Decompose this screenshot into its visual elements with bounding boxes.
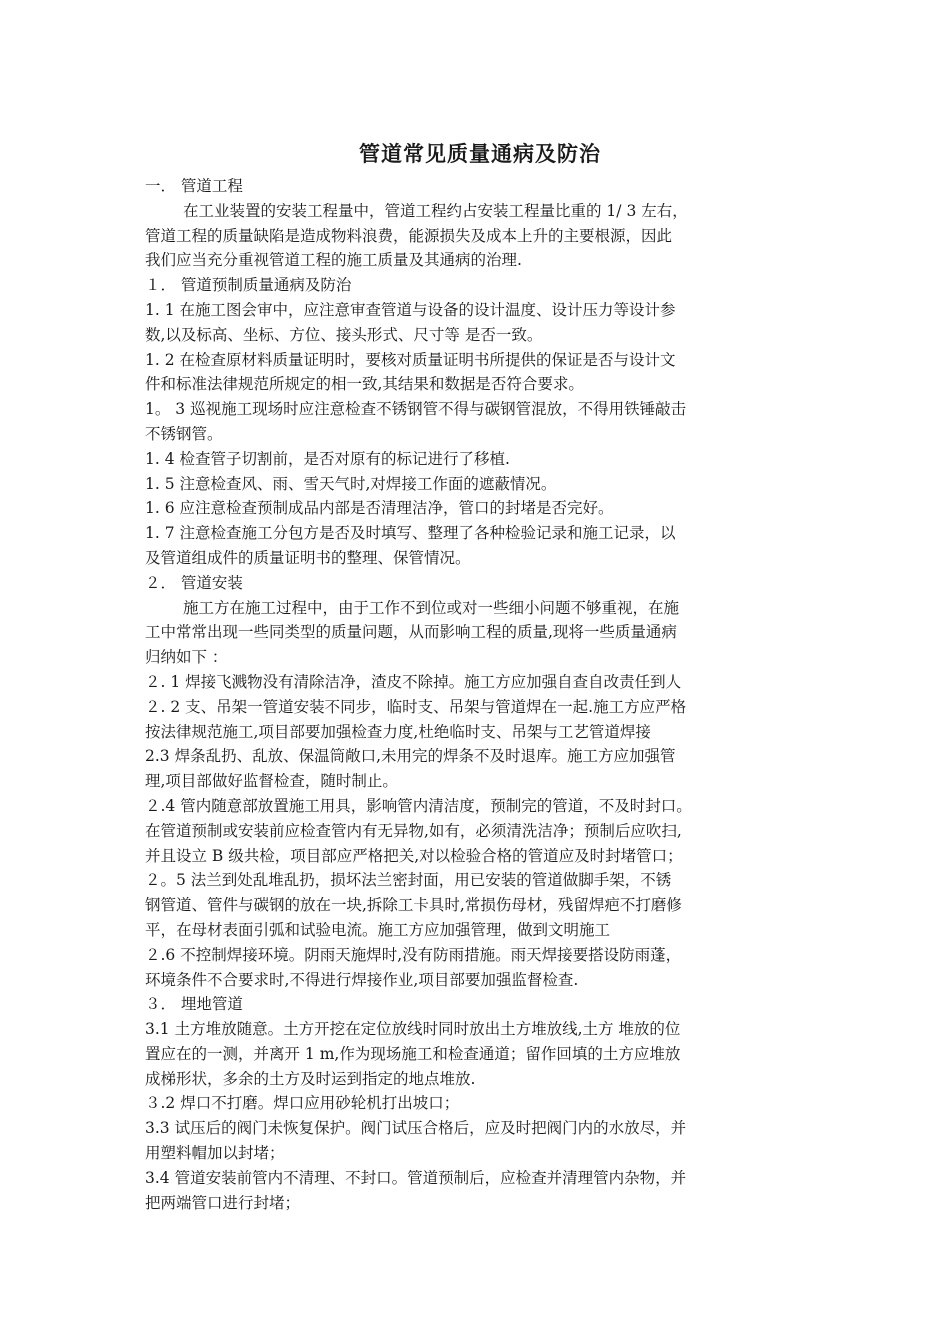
text-line: ２. 1 焊接飞溅物没有清除洁净，渣皮不除掉。施工方应加强自查自改责任到人 bbox=[145, 672, 682, 691]
text-line: 我们应当充分重视管道工程的施工质量及其通病的治理. bbox=[145, 251, 522, 270]
text-line: ３． 埋地管道 bbox=[145, 995, 243, 1014]
text-line: 2.3 焊条乱扔、乱放、保温筒敞口,未用完的焊条不及时退库。施工方应加强管 bbox=[145, 747, 676, 766]
text-line: 环境条件不合要求时,不得进行焊接作业,项目部要加强监督检查. bbox=[145, 970, 579, 989]
text-line: 件和标准法律规范所规定的相一致,其结果和数据是否符合要求。 bbox=[145, 375, 584, 394]
text-line: 成梯形状，多余的土方及时运到指定的地点堆放. bbox=[145, 1069, 476, 1088]
text-line: 1。 3 巡视施工现场时应注意检查不锈钢管不得与碳钢管混放，不得用铁锤敲击 bbox=[145, 400, 687, 419]
document-page bbox=[145, 140, 815, 1215]
text-line: 3.1 土方堆放随意。土方开挖在定位放线时同时放出土方堆放线,土方 堆放的位 bbox=[145, 1020, 681, 1039]
text-line: 在管道预制或安装前应检查管内有无异物,如有，必须清洗洁净；预制后应吹扫, bbox=[145, 821, 682, 840]
text-line: 工中常常出现一些同类型的质量问题，从而影响工程的质量,现将一些质量通病 bbox=[145, 623, 677, 642]
text-line: 不锈钢管。 bbox=[145, 424, 223, 443]
text-line: 平，在母材表面引弧和试验电流。施工方应加强管理，做到文明施工 bbox=[145, 920, 611, 939]
text-line: ２.4 管内随意部放置施工用具，影响管内清洁度，预制完的管道，不及时封口。 bbox=[145, 796, 692, 815]
text-line: 理,项目部做好监督检查，随时制止。 bbox=[145, 772, 398, 791]
text-line: 1. 7 注意检查施工分包方是否及时填写、整理了各种检验记录和施工记录，以 bbox=[145, 524, 676, 543]
text-line: ２. 2 支、吊架一管道安装不同步，临时支、吊架与管道焊在一起.施工方应严格 bbox=[145, 697, 687, 716]
text-line: ２。5 法兰到处乱堆乱扔，损坏法兰密封面，用已安装的管道做脚手架，不锈 bbox=[145, 871, 672, 890]
text-line: 置应在的一测，并离开 1 m,作为现场施工和检查通道；留作回填的土方应堆放 bbox=[145, 1044, 681, 1063]
text-line: 按法律规范施工,项目部要加强检查力度,杜绝临时支、吊架与工艺管道焊接 bbox=[145, 722, 651, 741]
document-title: 管道常见质量通病及防治 bbox=[359, 142, 601, 166]
text-line: 一． 管道工程 bbox=[145, 177, 243, 195]
text-line: 1. 1 在施工图会审中，应注意审查管道与设备的设计温度、设计压力等设计参 bbox=[145, 300, 676, 319]
text-line: 1. 5 注意检查风、雨、雪天气时,对焊接工作面的遮蔽情况。 bbox=[145, 474, 557, 493]
text-line: ２.6 不控制焊接环境。阴雨天施焊时,没有防雨措施。雨天焊接要搭设防雨蓬， bbox=[145, 945, 682, 964]
text-line: 并且设立 B 级共检，项目部应严格把关,对以检验合格的管道应及时封堵管口； bbox=[145, 846, 683, 865]
text-line: 管道工程的质量缺陷是造成物料浪费，能源损失及成本上升的主要根源，因此 bbox=[145, 226, 673, 245]
text-line: ２． 管道安装 bbox=[145, 573, 243, 592]
text-line: 1. 2 在检查原材料质量证明时，要核对质量证明书所提供的保证是否与设计文 bbox=[145, 350, 676, 369]
text-line: 把两端管口进行封堵； bbox=[145, 1193, 301, 1212]
text-line: 3.4 管道安装前管内不清理、不封口。管道预制后，应检查并清理管内杂物，并 bbox=[145, 1168, 687, 1187]
text-line: 钢管道、管件与碳钢的放在一块,拆除工卡具时,常损伤母材，残留焊疤不打磨修 bbox=[145, 896, 682, 915]
text-line: 在工业装置的安装工程量中，管道工程约占安装工程量比重的 1/ 3 左右， bbox=[183, 201, 688, 220]
document-body bbox=[145, 174, 815, 1215]
text-line: 归纳如下 ： bbox=[145, 648, 228, 667]
text-line: 用塑料帽加以封堵； bbox=[145, 1144, 285, 1163]
text-line: １． 管道预制质量通病及防治 bbox=[145, 276, 352, 295]
text-line: 1. 4 检查管子切割前，是否对原有的标记进行了移植. bbox=[145, 449, 510, 468]
text-line: 1. 6 应注意检查预制成品内部是否清理洁净，管口的封堵是否完好。 bbox=[145, 499, 614, 518]
text-line: 施工方在施工过程中，由于工作不到位或对一些细小问题不够重视，在施 bbox=[183, 598, 680, 617]
text-line: 数,以及标高、坐标、方位、接头形式、尺寸等 是否一致。 bbox=[145, 325, 543, 344]
text-line: ３.2 焊口不打磨。焊口应用砂轮机打出坡口； bbox=[145, 1094, 460, 1113]
text-line: 3.3 试压后的阀门未恢复保护。阀门试压合格后，应及时把阀门内的水放尽，并 bbox=[145, 1119, 687, 1138]
text-line: 及管道组成件的质量证明书的整理、保管情况。 bbox=[145, 548, 471, 567]
